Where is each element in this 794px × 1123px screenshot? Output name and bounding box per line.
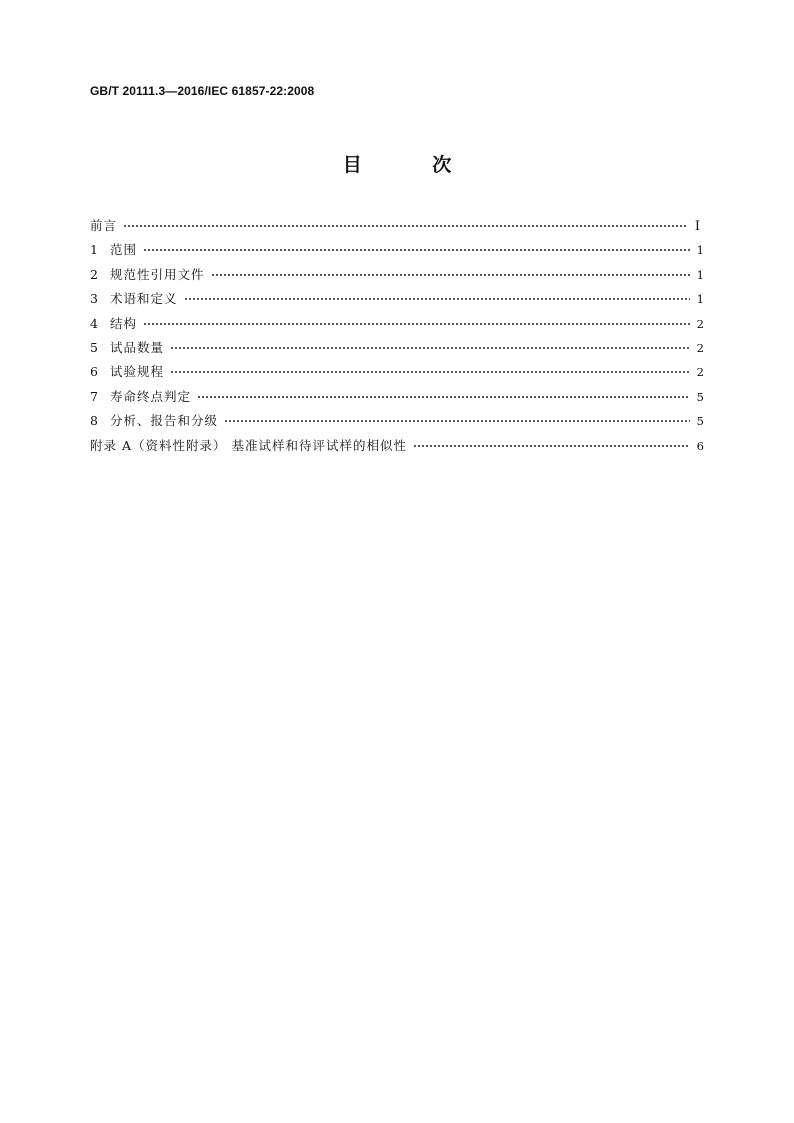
toc-entry-title: 分析、报告和分级 bbox=[110, 413, 219, 429]
toc-entry-number: 4 bbox=[90, 315, 98, 331]
toc-entry-number: 7 bbox=[90, 388, 98, 404]
toc-entry-page: 1 bbox=[696, 243, 704, 258]
dot-leader bbox=[170, 347, 690, 349]
toc-entry-number: 5 bbox=[90, 339, 98, 355]
toc-entry-foreword[interactable] bbox=[90, 214, 704, 238]
table-of-contents bbox=[90, 214, 704, 458]
toc-entry-page: 6 bbox=[696, 438, 704, 453]
toc-entry-8[interactable] bbox=[90, 409, 704, 433]
toc-entry-title: 范围 bbox=[110, 242, 138, 258]
toc-entry-title: 试品数量 bbox=[110, 339, 165, 355]
toc-entry-title: 结构 bbox=[110, 315, 138, 331]
dot-leader bbox=[143, 249, 690, 251]
toc-entry-7[interactable] bbox=[90, 385, 704, 409]
toc-entry-number: 1 bbox=[90, 242, 98, 258]
dot-leader bbox=[123, 225, 686, 227]
toc-entry-number: 3 bbox=[90, 291, 98, 307]
dot-leader bbox=[413, 445, 690, 447]
toc-entry-page: 1 bbox=[696, 292, 704, 307]
toc-entry-number: 6 bbox=[90, 364, 98, 380]
toc-entry-number: 2 bbox=[90, 266, 98, 282]
toc-entry-2[interactable] bbox=[90, 263, 704, 287]
toc-entry-5[interactable] bbox=[90, 336, 704, 360]
toc-entry-page: 2 bbox=[696, 365, 704, 380]
toc-entry-annex-a[interactable] bbox=[90, 434, 704, 458]
toc-entry-title: 附录 A（资料性附录） 基准试样和待评试样的相似性 bbox=[90, 437, 407, 453]
toc-entry-page: 5 bbox=[696, 414, 704, 429]
dot-leader bbox=[184, 298, 690, 300]
dot-leader bbox=[211, 274, 690, 276]
toc-entry-page: 2 bbox=[696, 316, 704, 331]
toc-entry-number: 8 bbox=[90, 413, 98, 429]
document-header: GB/T 20111.3—2016/IEC 61857-22:2008 bbox=[90, 84, 315, 98]
dot-leader bbox=[224, 420, 690, 422]
toc-entry-title: 术语和定义 bbox=[110, 291, 178, 307]
toc-entry-page: 1 bbox=[696, 267, 704, 282]
toc-entry-title: 试验规程 bbox=[110, 364, 165, 380]
toc-entry-3[interactable] bbox=[90, 287, 704, 311]
toc-entry-4[interactable] bbox=[90, 312, 704, 336]
toc-entry-6[interactable] bbox=[90, 360, 704, 384]
dot-leader bbox=[143, 323, 690, 325]
toc-entry-title: 前言 bbox=[90, 218, 118, 233]
page-title: 目 次 bbox=[342, 154, 484, 176]
toc-entry-title: 寿命终点判定 bbox=[110, 388, 192, 404]
dot-leader bbox=[197, 396, 690, 398]
toc-entry-1[interactable] bbox=[90, 238, 704, 262]
toc-entry-page: 2 bbox=[696, 340, 704, 355]
toc-entry-page: I bbox=[694, 219, 700, 234]
toc-entry-title: 规范性引用文件 bbox=[110, 266, 205, 282]
toc-entry-page: 5 bbox=[696, 389, 704, 404]
dot-leader bbox=[170, 371, 690, 373]
